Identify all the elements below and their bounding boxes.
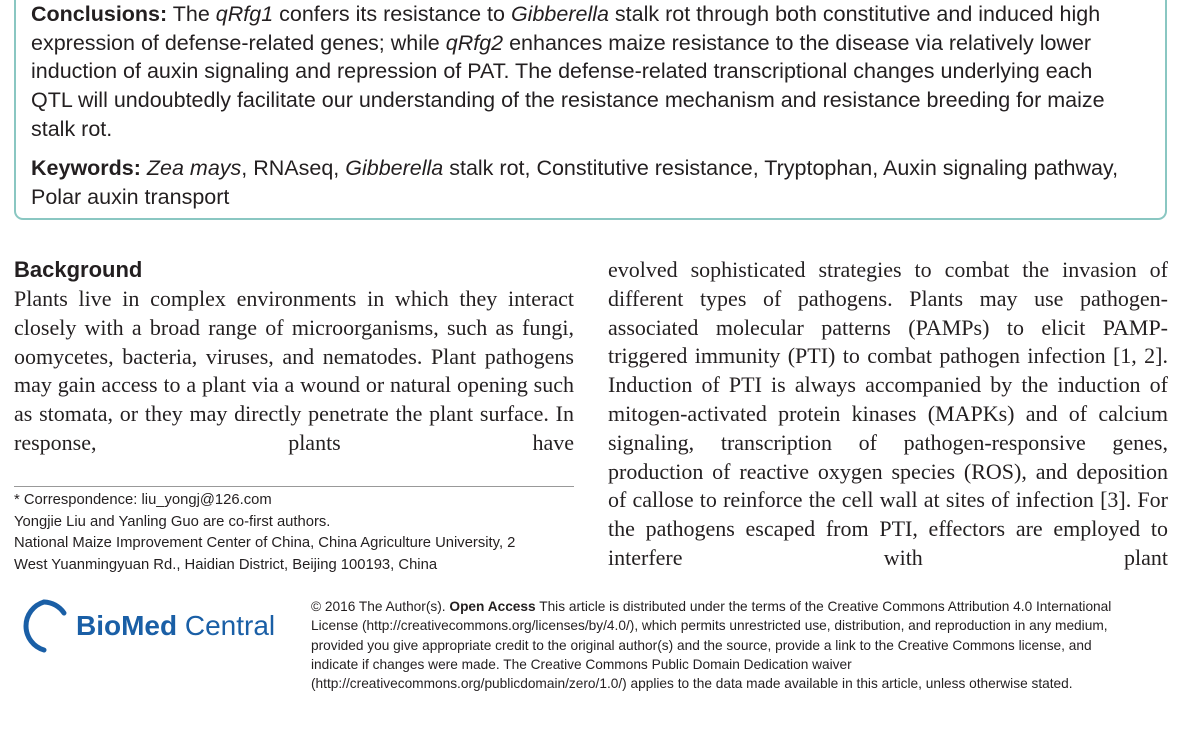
keywords-text: stalk rot, Constitutive resistance, Tryptophan, Auxin signaling pathway, Polar auxin transport: [31, 156, 1119, 209]
species-name: Gibberella: [510, 2, 609, 26]
logo-text: BioMed Central: [76, 610, 276, 641]
keyword-species: Zea mays: [146, 156, 242, 180]
conclusions-text: The: [167, 2, 216, 26]
keywords-text: , RNAseq,: [241, 156, 346, 180]
keyword-species: Gibberella: [345, 156, 444, 180]
biomed-central-logo: [14, 597, 284, 655]
keywords-label: Keywords:: [31, 156, 141, 180]
open-access-label: Open Access: [449, 599, 536, 614]
affiliation-line: National Maize Improvement Center of China, China Agriculture University, 2: [14, 535, 516, 552]
license-notice: [311, 597, 1141, 693]
conclusions-paragraph: [31, 0, 1136, 144]
background-left-column: Plants live in complex environments in which they interact closely with a broad range of microorganisms, such as fungi, oomycetes, bacteria, viruses, and nematodes. Plant pathogens may gain access to a plant via a wound or natural opening such as stomata, or they may directly penetrate the plant surface. In response, plants have: [14, 286, 574, 455]
cofirst-note: Yongjie Liu and Yanling Guo are co-first authors.: [14, 513, 331, 530]
gene-name: qRfg1: [215, 2, 274, 26]
conclusions-label: Conclusions:: [31, 2, 168, 26]
background-heading: Background: [14, 257, 143, 282]
keywords-paragraph: [31, 154, 1136, 211]
logo-arc-left: [26, 602, 44, 650]
conclusions-text: confers its resistance to: [273, 2, 511, 26]
gene-name: qRfg2: [445, 30, 504, 55]
background-right-column: evolved sophisticated strategies to combat the invasion of different types of pathogens. Plants may use pathogen-associated molecular patterns (PAMPs) to elicit PAMP-triggered immunity (PTI) to combat pathogen infection [1, 2]. Induction of PTI is always accompanied by the induction of mitogen-activated protein kinases (MAPKs) and of calcium signaling, transcription of pathogen-responsive genes, production of reactive oxygen species (ROS), and deposition of callose to reinforce the cell wall at sites of infection [3]. For the pathogens escaped from PTI, effectors are employed to interfere with plant: [608, 257, 1168, 570]
copyright-text: © 2016 The Author(s).: [311, 599, 450, 614]
license-text: This article is distributed under the terms of the Creative Commons Attribution 4.0 International License (http://creativecommons.org/licenses/by/4.0/), which permits unrestricted use, distribution, and reproduction in any medium, provided you give appropriate credit to the original author(s) and the source, provide a link to the Creative Commons license, and indicate if changes were made. The Creative Commons Public Domain Dedication waiver (http://creativecommons.org/publicdomain/zero/1.0/) applies to the data made available in this article, unless otherwise stated.: [311, 599, 1112, 692]
conclusions-text: stalk rot through both constitutive and induced high expression of defense-related genes; while: [31, 2, 1101, 55]
correspondence-note: * Correspondence: liu_yongj@126.com: [14, 492, 272, 508]
affiliation-line: West Yuanmingyuan Rd., Haidian District, Beijing 100193, China: [14, 556, 438, 573]
footnotes: [14, 490, 579, 576]
footnote-divider: [14, 486, 574, 487]
logo-arc-right: [44, 602, 64, 613]
conclusions-text: enhances maize resistance to the disease via relatively lower induction of auxin signaling and repression of PAT. The defense-related transcriptional changes underlying each QTL will undoubtedly facilitate our understanding of the resistance mechanism and resistance breeding for maize stalk rot.: [31, 30, 1105, 141]
